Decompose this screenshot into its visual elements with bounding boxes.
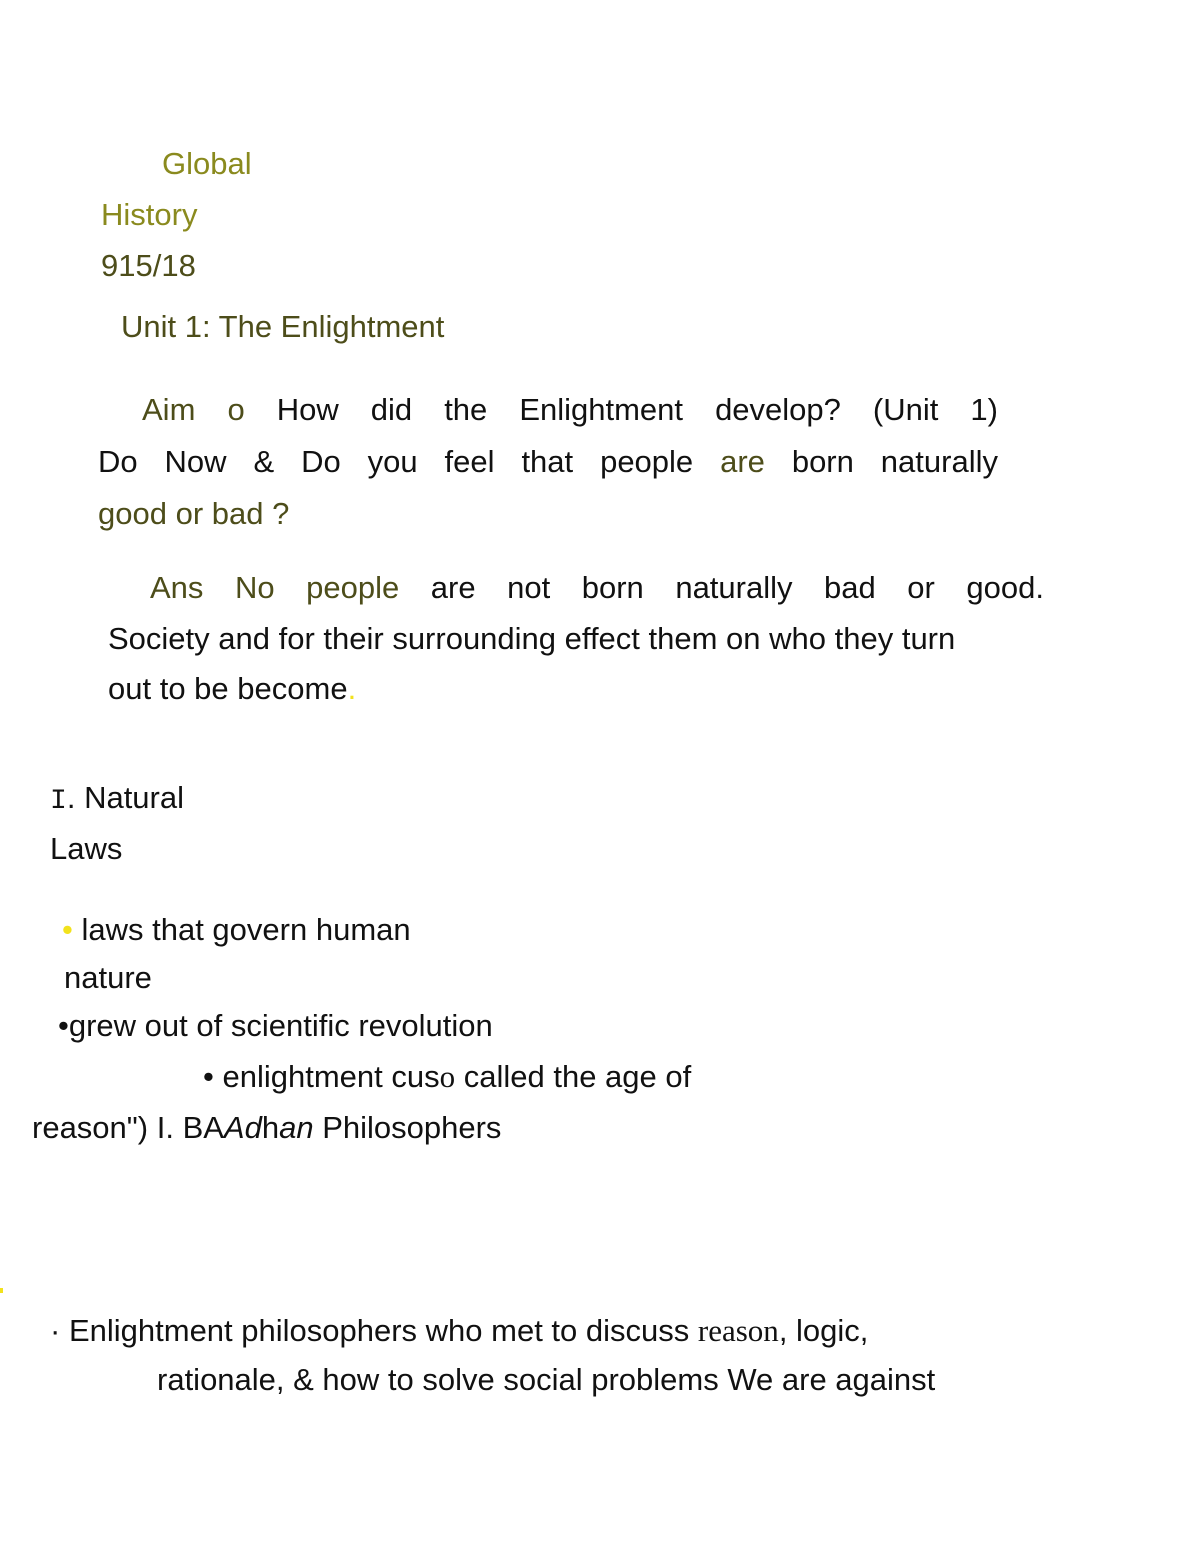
do-now-line2: good or bad ? <box>98 496 290 531</box>
section2-line1: · Enlightment philosophers who met to discuss reason, logic, <box>50 1313 869 1348</box>
header-history: History <box>101 197 198 232</box>
answer-line2: Society and for their surrounding effect them on who they turn <box>108 621 956 656</box>
bullet-3: • enlightment cuso called the age of <box>203 1059 692 1094</box>
section1-numeral: I <box>50 786 67 817</box>
reason-line: reason") I. BAAdhan Philosophers <box>32 1110 502 1145</box>
answer-line3: out to be become. <box>108 671 357 706</box>
section1-title2: Laws <box>50 831 123 866</box>
aim-marker: o <box>227 392 245 427</box>
bullet-dot: • <box>58 1008 69 1043</box>
do-now-text1: Do you feel that people <box>301 444 694 479</box>
bullet-1-cont: nature <box>64 960 152 995</box>
bullet-dot: • <box>62 912 73 947</box>
bullet-dot: • <box>203 1059 214 1094</box>
aim-line <box>98 392 998 428</box>
section1-heading: I. Natural <box>50 780 184 817</box>
answer-label: Ans No people <box>150 570 400 605</box>
section2-bullet: · <box>50 1313 61 1348</box>
bullet-1: • laws that govern human <box>62 912 411 947</box>
do-now-are: are <box>720 444 765 479</box>
unit-title: Unit 1: The Enlightment <box>121 309 445 344</box>
answer-line1-rest: are not born naturally bad or good. <box>430 570 1044 605</box>
section2-line2: rationale, & how to solve social problems We are against <box>157 1362 936 1397</box>
aim-question: How did the Enlightment develop? (Unit 1) <box>276 392 998 427</box>
aim-label: Aim <box>142 392 196 427</box>
header-global: Global <box>162 146 252 181</box>
bullet-2: •grew out of scientific revolution <box>58 1008 493 1043</box>
stray-mark <box>0 1288 3 1293</box>
answer-line1 <box>108 570 1044 606</box>
section1-title1: Natural <box>84 780 184 815</box>
do-now-label: Do Now & <box>98 444 275 479</box>
header-date: 915/18 <box>101 248 196 283</box>
answer-trail-dot: . <box>347 671 357 706</box>
do-now-text2: born naturally <box>791 444 998 479</box>
do-now-line <box>98 444 998 480</box>
